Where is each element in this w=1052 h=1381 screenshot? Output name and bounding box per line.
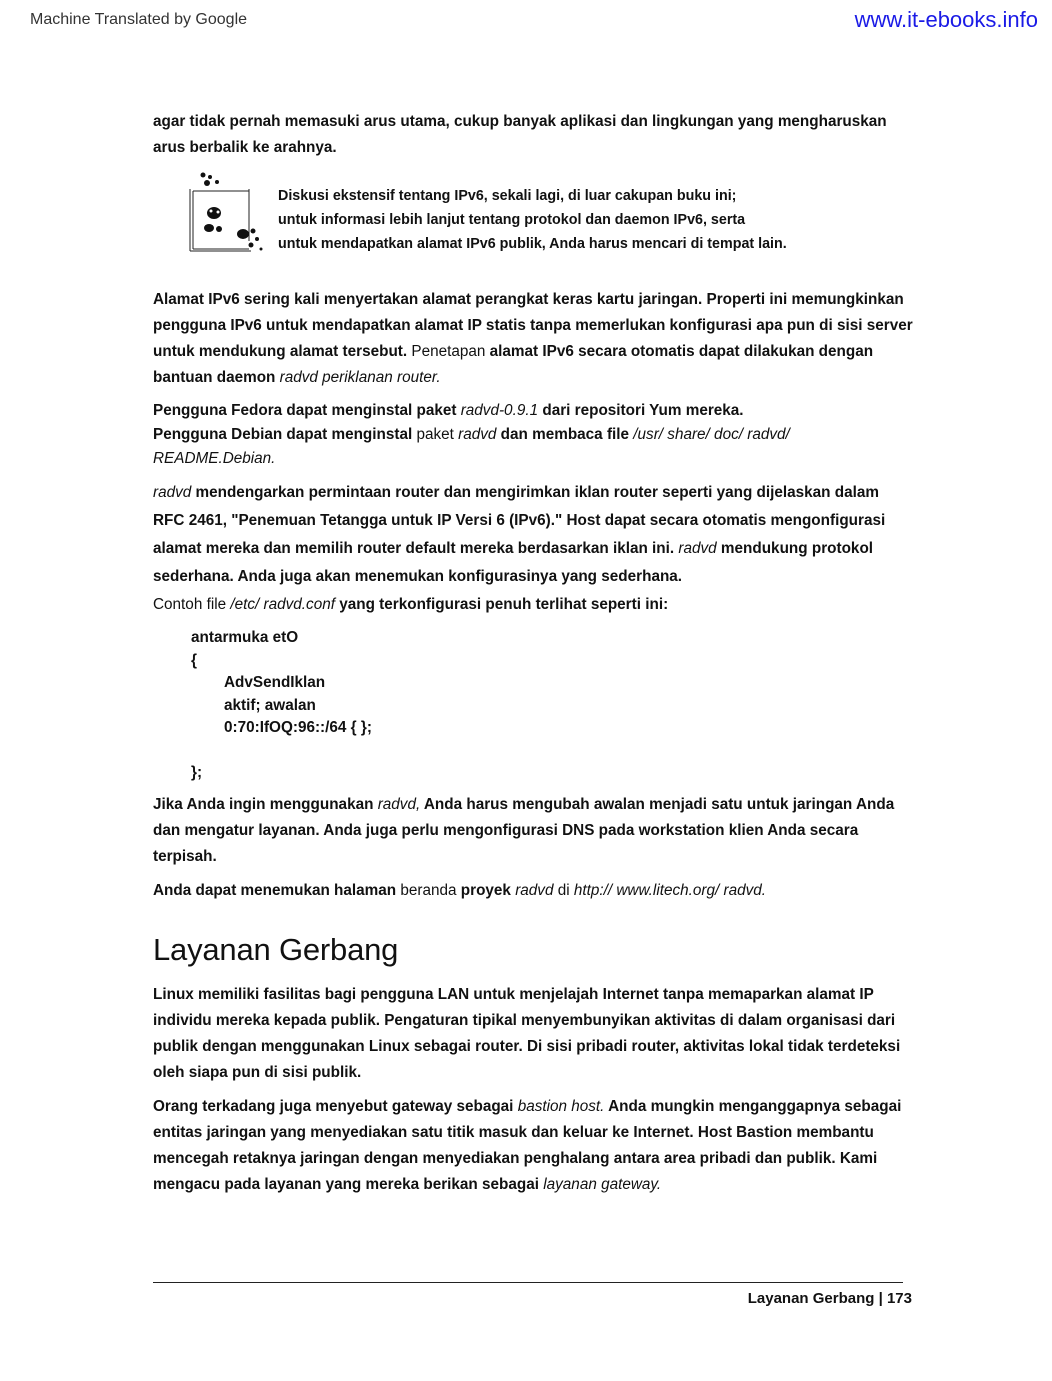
paragraph-radvd (153, 479, 913, 619)
code-line: antarmuka etO (191, 629, 299, 646)
paragraph-bastion (153, 1094, 913, 1198)
paragraph-install (153, 399, 913, 471)
italic-run: /etc/ radvd.conf (230, 596, 335, 613)
text-run: yang terkonfigurasi penuh terlihat seperti ini: (334, 596, 669, 613)
text-run: Pengguna Fedora dapat menginstal paket (153, 402, 461, 419)
text-run: dari repositori Yum mereka. (538, 402, 744, 419)
text-run: Contoh file (153, 596, 231, 613)
machine-translated-label: Machine Translated by Google (30, 11, 248, 28)
italic-run: radvd (515, 882, 554, 899)
text-run: beranda (396, 882, 461, 899)
page-body (153, 109, 913, 1206)
italic-run: radvd (678, 540, 717, 557)
note-line: untuk mendapatkan alamat IPv6 publik, Anda harus mencari di tempat lain. (278, 236, 787, 252)
text-run: Penetapan (407, 343, 490, 360)
paragraph-ipv6-address (153, 287, 913, 391)
italic-run: radvd-0.9.1 (460, 402, 539, 419)
italic-run: bastion host. (517, 1098, 605, 1115)
code-line: { (191, 651, 197, 669)
site-link[interactable]: www.it-ebooks.info (854, 7, 1038, 32)
note-text (278, 184, 918, 256)
code-line: }; (191, 763, 203, 781)
text-run: Orang terkadang juga menyebut gateway sebagai (153, 1098, 518, 1115)
italic-run: radvd (458, 426, 497, 443)
italic-run: radvd periklanan router. (279, 369, 441, 386)
code-line: 0:70:IfOQ:96::/64 { }; (224, 719, 372, 736)
text-run: Jika Anda ingin menggunakan (153, 796, 378, 813)
text-run: paket (416, 426, 459, 443)
italic-run: radvd (153, 484, 192, 501)
note-box (153, 171, 913, 273)
note-line: untuk informasi lebih lanjut tentang protokol dan daemon IPv6, serta (278, 212, 746, 228)
text-run: dan membaca file (496, 426, 634, 443)
text-run: mendengarkan permintaan router dan mengirimkan iklan router seperti yang dijelaskan dalam RFC 2461, "Penemuan Tetangga untuk IP Versi 6 (IPv6)." Host dapat secara otomatis mengonfigurasi alamat mereka dan memilih router default mereka berdasarkan iklan ini. (153, 484, 886, 557)
paragraph-use-radvd (153, 792, 913, 870)
italic-run: layanan gateway. (543, 1176, 662, 1193)
text-run: Pengguna Debian dapat menginstal (153, 426, 417, 443)
code-line: aktif; awalan (224, 696, 316, 714)
url-link[interactable]: http:// www.litech.org/ radvd. (573, 882, 767, 899)
code-block (191, 627, 913, 784)
section-heading: Layanan Gerbang (153, 932, 399, 967)
text-run: Anda mungkin menganggapnya sebagai entitas jaringan yang menyediakan satu titik masuk dan keluar ke Internet. Host Bastion membantu mencegah retaknya jaringan dengan menyediakan penghalang antara area pribadi dan publik. Kami mengacu pada layanan yang mereka berikan sebagai (153, 1098, 902, 1193)
footer-page-label: Layanan Gerbang | 173 (747, 1290, 912, 1307)
paragraph-linux-gateway: Linux memiliki fasilitas bagi pengguna LAN untuk menjelajah Internet tanpa memaparkan alamat IP individu mereka kepada publik. Pengaturan tipikal menyembunyikan aktivitas di dalam organisasi dari publik dengan menggunakan Linux sebagai router. Di sisi pribadi router, aktivitas lokal tidak terdeteksi oleh siapa pun di sisi publik. (153, 986, 901, 1081)
text-run: Alamat IPv6 sering kali menyertakan alamat perangkat keras kartu jaringan. Properti ini memungkinkan pengguna IPv6 untuk mendapatkan alamat IP statis tanpa memerlukan konfigurasi apa pun di sisi server untuk mendukung alamat tersebut. (153, 291, 913, 360)
raccoon-note-icon (185, 171, 271, 257)
text-run: proyek (460, 882, 516, 899)
note-line: Diskusi ekstensif tentang IPv6, sekali lagi, di luar cakupan buku ini; (278, 188, 737, 204)
code-line: AdvSendIklan (224, 674, 326, 691)
text-run: alamat IPv6 secara otomatis dapat dilakukan dengan bantuan daemon (153, 343, 874, 386)
paragraph-intro: agar tidak pernah memasuki arus utama, cukup banyak aplikasi dan lingkungan yang mengharuskan arus berbalik ke arahnya. (153, 113, 887, 156)
text-run: Anda harus mengubah awalan menjadi satu untuk jaringan Anda dan mengatur layanan. Anda juga perlu mengonfigurasi DNS pada workstation klien Anda secara terpisah. (153, 796, 895, 865)
footer-divider (153, 1282, 903, 1283)
italic-run: radvd, (377, 796, 421, 813)
text-run: di (553, 882, 574, 899)
paragraph-homepage (153, 878, 913, 904)
text-run: Anda dapat menemukan halaman (153, 882, 397, 899)
italic-run: /usr/ share/ doc/ radvd/ README.Debian. (153, 426, 790, 467)
text-run: mendukung protokol sederhana. Anda juga akan menemukan konfigurasinya yang sederhana. (153, 540, 874, 585)
